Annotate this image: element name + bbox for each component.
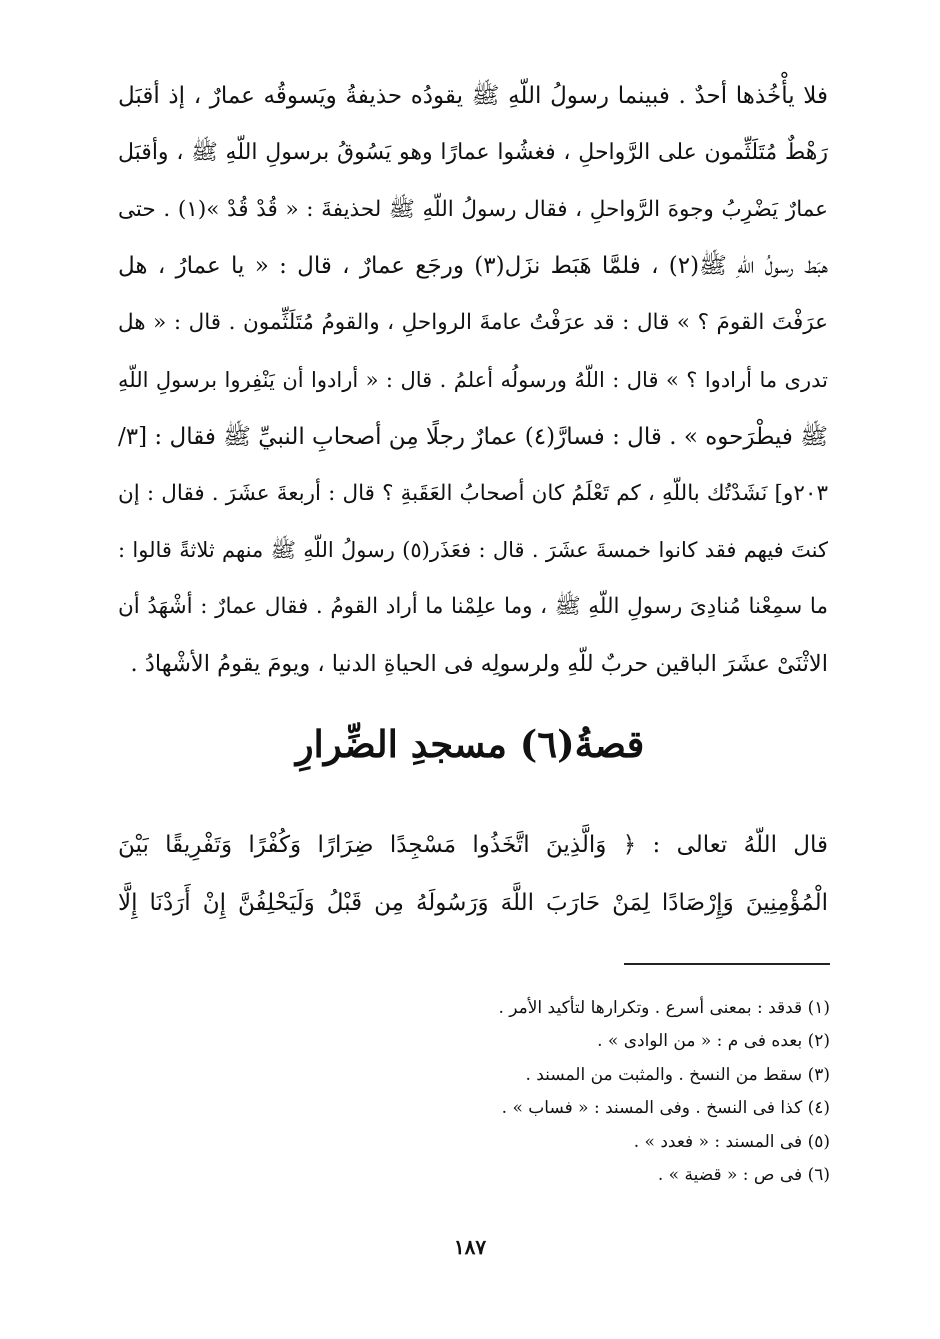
text-line: ما سمِعْنا مُنادِىَ رسولِ اللّهِ ﷺ ، وما علِمْنا ما أراد القومُ . فقال عمارٌ : أشْهَدُ أن	[118, 594, 828, 620]
text-line: تدرى ما أرادوا ؟ » قال : اللّهُ ورسولُه أعلمُ . قال : « أرادوا أن يَنْفِروا برسولِ اللّهِ	[118, 367, 828, 392]
footnotes	[300, 992, 830, 1192]
page-number: ١٨٧	[453, 1235, 487, 1259]
text-line: ٢٠٣و] نَشَدْتُك باللّهِ ، كم تَعْلَمُ كان أصحابُ العَقَبةِ ؟ قال : أربعةَ عشَرَ . فقال : إن	[118, 480, 828, 506]
text-line: ﷺ فيطْرَحوه » . قال : فسارَّ(٤) عمارٌ رجلًا مِن أصحابِ النبيِّ ﷺ فقال : [٣/	[118, 423, 829, 450]
text-line: رَهْطٌ مُتَلَثِّمون على الرَّواحلِ ، فغشُوا عمارًا وهو يَسُوقُ برسولِ اللّهِ ﷺ ، وأقبَل	[118, 139, 828, 165]
text-line: الاثْنَىْ عشَرَ الباقين حربٌ للّهِ ولرسولِه فى الحياةِ الدنيا ، ويومَ يقومُ الأشْهادُ .	[130, 650, 828, 677]
text-line: عمارٌ يَضْرِبُ وجوهَ الرَّواحلِ ، فقال رسولُ اللّهِ ﷺ لحذيفةَ : « قُدْ قُدْ »(١) . حتى	[118, 196, 828, 222]
footnote-divider	[624, 963, 830, 965]
footnote: (٣) سقط من النسخ . والمثبت من المسند .	[525, 1064, 830, 1085]
verse-line: الْمُؤْمِنِينَ وَإِرْصَادًا لِمَنْ حَارَبَ اللَّهَ وَرَسُولَهُ مِن قَبْلُ وَلَيَحْلِفُنَّ إِنْ أَرَدْنَا إِلَّا	[118, 890, 828, 916]
quran-verse	[118, 816, 828, 932]
verse-line: قال اللّهُ تعالى : ﴿ وَالَّذِينَ اتَّخَذُوا مَسْجِدًا ضِرَارًا وَكُفْرًا وَتَفْرِيقًا بَيْنَ	[118, 832, 828, 858]
text-line: عرَفْتَ القومَ ؟ » قال : قد عرَفْتُ عامةَ الرواحلِ ، والقومُ مُتَلَثِّمون . قال : « هل	[118, 310, 828, 336]
text-line: كنتَ فيهم فقد كانوا خمسةَ عشَرَ . قال : فعَذَر(٥) رسولُ اللّهِ ﷺ منهم ثلاثةً قالوا :	[118, 538, 828, 563]
footnote: (١) قدقد : بمعنى أسرع . وتكرارها لتأكيد الأمر .	[498, 998, 830, 1018]
text-line: فلا يأْخُذها أحدٌ . فبينما رسولُ اللّهِ ﷺ يقودُه حذيفةُ ويَسوقُه عمارٌ ، إذ أقبَل	[118, 83, 828, 109]
footnote: (٦) فى ص : « قضية » .	[657, 1164, 830, 1185]
text-line: هبَط رسولُ اللّهِ ﷺ(٢) ، فلمَّا هَبَط نزَل(٣) ورجَع عمارٌ ، قال : « يا عمارُ ، هل	[118, 253, 829, 280]
section-heading: قصةُ(٦) مسجدِ الضِّرارِ	[295, 722, 645, 766]
footnote: (٢) بعده فى م : « من الوادى » .	[597, 1031, 830, 1052]
main-text	[118, 68, 828, 693]
footnote: (٤) كذا فى النسخ . وفى المسند : « فساب » .	[501, 1098, 830, 1119]
footnote: (٥) فى المسند : « فعدد » .	[633, 1131, 830, 1152]
